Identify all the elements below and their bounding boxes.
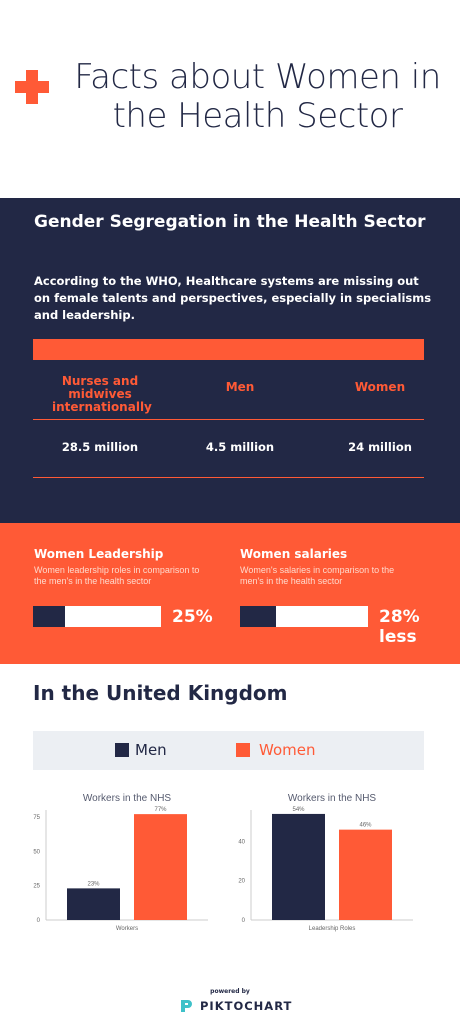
y-tick-label: 50 bbox=[33, 849, 40, 856]
bar-men bbox=[67, 888, 120, 920]
legend-swatch-men bbox=[115, 743, 129, 757]
leadership-title: Women Leadership bbox=[34, 547, 164, 561]
page-title: Facts about Women in the Health Sector bbox=[74, 57, 441, 136]
x-tick-label: Leadership Roles bbox=[308, 926, 356, 932]
chart-workers bbox=[30, 788, 215, 938]
piktochart-brand: PIKTOCHART bbox=[200, 999, 293, 1013]
chart-title: Workers in the NHS bbox=[287, 793, 377, 804]
uk-section-title: In the United Kingdom bbox=[33, 681, 288, 705]
table-header-men: Men bbox=[225, 380, 255, 394]
table-cell-total: 28.5 million bbox=[61, 440, 139, 454]
chart-title: Workers in the NHS bbox=[82, 793, 172, 804]
bar-women bbox=[339, 830, 392, 920]
powered-by-label: powered by bbox=[210, 988, 250, 995]
legend-label-women: Women bbox=[259, 741, 316, 759]
bar-women bbox=[134, 814, 187, 920]
legend-swatch-women bbox=[236, 743, 250, 757]
data-label: 54% bbox=[292, 806, 305, 813]
y-tick-label: 0 bbox=[36, 918, 40, 924]
table-header-women: Women bbox=[354, 380, 406, 394]
bar-men bbox=[272, 814, 325, 920]
table-cell-men: 4.5 million bbox=[205, 440, 275, 454]
table-header-bar bbox=[33, 339, 424, 360]
table-cell-women: 24 million bbox=[348, 440, 412, 454]
salaries-progress-bar bbox=[240, 606, 368, 627]
leadership-progress-bar bbox=[33, 606, 161, 627]
legend-label-men: Men bbox=[135, 741, 167, 759]
piktochart-logo[interactable] bbox=[178, 998, 293, 1016]
leadership-description: Women leadership roles in comparison to the men's in the health sector bbox=[34, 565, 200, 586]
header bbox=[0, 0, 460, 198]
y-tick-label: 75 bbox=[33, 814, 40, 821]
gender-segregation-section bbox=[0, 198, 460, 523]
plus-icon bbox=[15, 70, 49, 104]
table-header-nurses: Nurses and midwives internationally bbox=[52, 374, 152, 414]
piktochart-logo-icon bbox=[178, 998, 194, 1014]
y-tick-label: 40 bbox=[238, 839, 245, 846]
chart-legend bbox=[33, 731, 424, 770]
data-label: 46% bbox=[359, 822, 372, 829]
x-tick-label: Workers bbox=[115, 926, 139, 932]
data-label: 23% bbox=[87, 881, 100, 888]
y-tick-label: 20 bbox=[238, 878, 245, 885]
leadership-progress-fill bbox=[33, 606, 65, 627]
stats-section bbox=[0, 523, 460, 664]
leadership-value: 25% bbox=[172, 607, 213, 627]
section-title: Gender Segregation in the Health Sector bbox=[34, 212, 426, 232]
salaries-progress-fill bbox=[240, 606, 276, 627]
salaries-title: Women salaries bbox=[240, 547, 348, 561]
data-label: 77% bbox=[154, 807, 167, 814]
table-bottom-rule bbox=[33, 477, 424, 478]
salaries-description: Women's salaries in comparison to the men's in the health sector bbox=[240, 565, 395, 586]
y-tick-label: 25 bbox=[33, 883, 40, 890]
salaries-value: 28% less bbox=[379, 607, 420, 647]
chart-leadership bbox=[235, 788, 420, 938]
y-tick-label: 0 bbox=[241, 918, 245, 924]
table-divider bbox=[33, 419, 424, 420]
section-description: According to the WHO, Healthcare systems are missing out on female talents and perspectives, especially in specialisms and leadership. bbox=[34, 274, 432, 322]
